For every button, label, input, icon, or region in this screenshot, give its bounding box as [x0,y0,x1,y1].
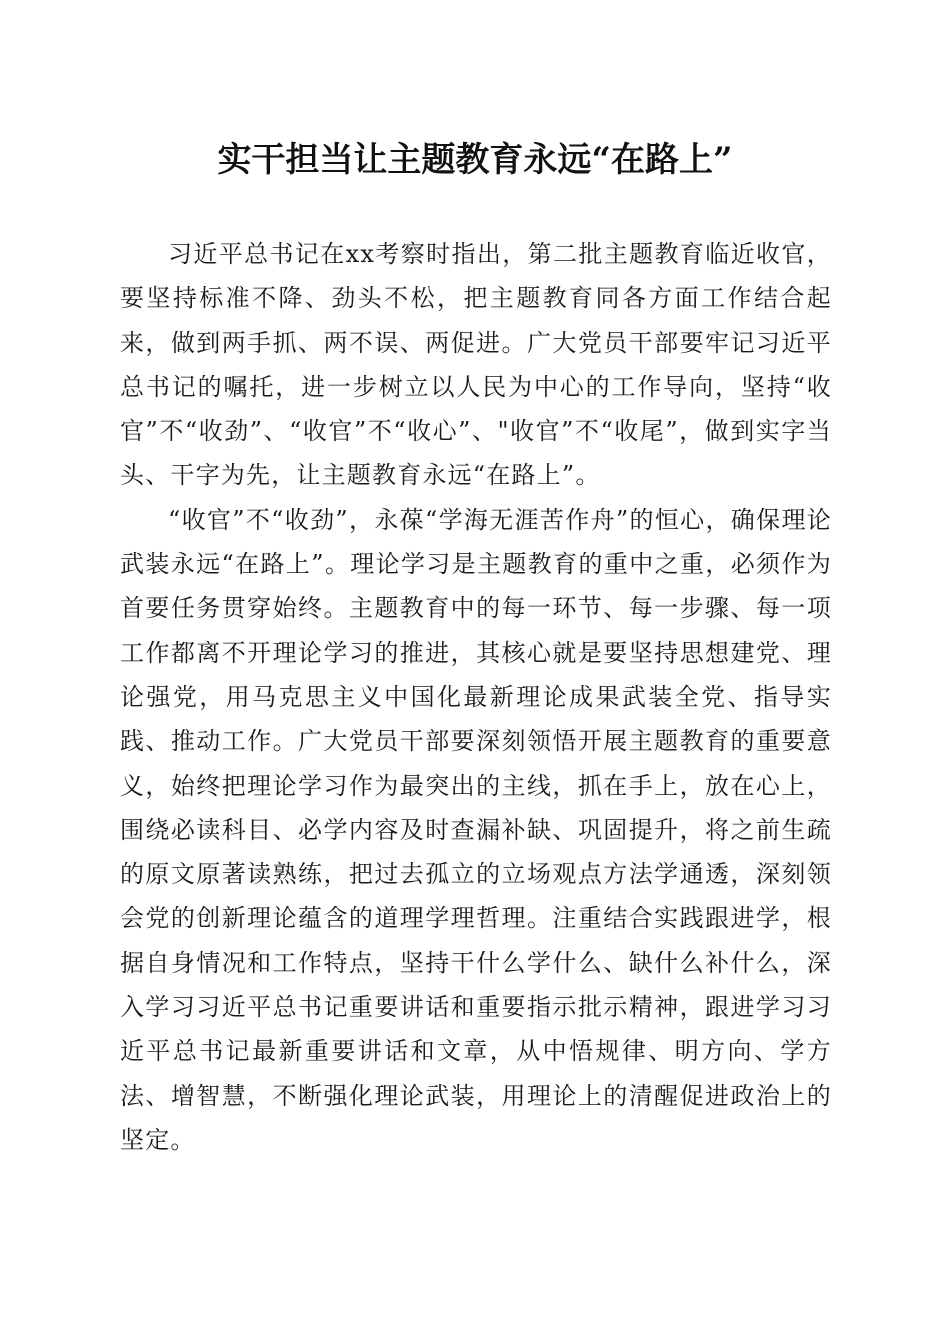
paragraph-intro: 习近平总书记在xx考察时指出，第二批主题教育临近收官，要坚持标准不降、劲头不松，把主题教育同各方面工作结合起来，做到两手抓、两不误、两促进。广大党员干部要牢记习近平总书记的嘱托，进一步树立以人民为中心的工作导向，坚持“收官”不“收劲”、“收官”不“收心”、"收官”不“收尾”，做到实字当头、干字为先，让主题教育永远“在路上”。 [120,240,832,490]
document-body [120,232,832,1162]
paragraph-theory-study: “收官”不“收劲”，永葆“学海无涯苦作舟”的恒心，确保理论武装永远“在路上”。理论学习是主题教育的重中之重，必须作为首要任务贯穿始终。主题教育中的每一环节、每一步骤、每一项工作都离不开理论学习的推进，其核心就是要坚持思想建党、理论强党，用马克思主义中国化最新理论成果武装全党、指导实践、推动工作。广大党员干部要深刻领悟开展主题教育的重要意义，始终把理论学习作为最突出的主线，抓在手上，放在心上，围绕必读科目、必学内容及时查漏补缺、巩固提升，将之前生疏的原文原著读熟练，把过去孤立的立场观点方法学通透，深刻领会党的创新理论蕴含的道理学理哲理。注重结合实践跟进学，根据自身情况和工作特点，坚持干什么学什么、缺什么补什么，深入学习习近平总书记重要讲话和重要指示批示精神，跟进学习习近平总书记最新重要讲话和文章，从中悟规律、明方向、学方法、增智慧，不断强化理论武装，用理论上的清醒促进政治上的坚定。 [120,505,832,1154]
document-title: 实干担当让主题教育永远“在路上” [217,140,733,180]
